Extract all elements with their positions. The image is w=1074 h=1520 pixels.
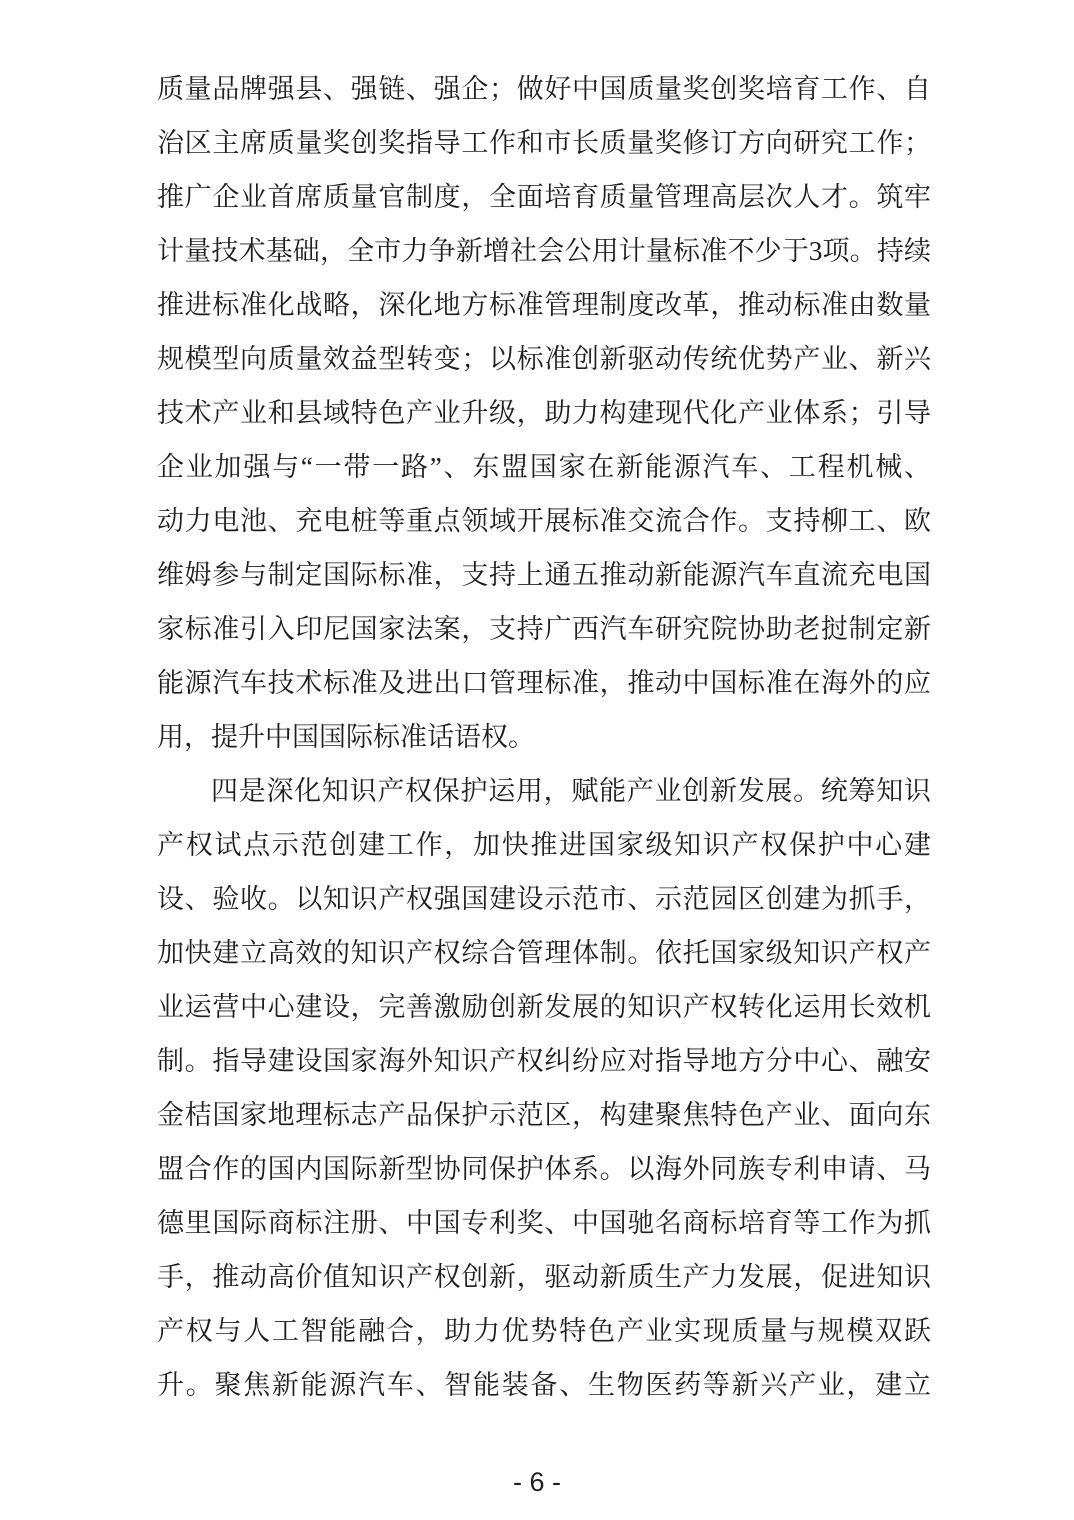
text-line: 制。指导建设国家海外知识产权纠纷应对指导地方分中心、融安 — [157, 1046, 931, 1076]
text-line: 设、验收。以知识产权强国建设示范市、示范园区创建为抓手， — [157, 884, 931, 914]
text-line: 维姆参与制定国际标准，支持上通五推动新能源汽车直流充电国 — [157, 560, 931, 590]
text-line: 产权与人工智能融合，助力优势特色产业实现质量与规模双跃 — [157, 1316, 931, 1346]
text-line: 盟合作的国内国际新型协同保护体系。以海外同族专利申请、马 — [157, 1154, 931, 1184]
text-line-paragraph-start: 四是深化知识产权保护运用，赋能产业创新发展。统筹知识 — [211, 776, 931, 806]
text-line: 企业加强与“一带一路”、东盟国家在新能源汽车、工程机械、 — [157, 452, 931, 482]
text-line: 家标准引入印尼国家法案，支持广西汽车研究院协助老挝制定新 — [157, 614, 931, 644]
text-line: 业运营中心建设，完善激励创新发展的知识产权转化运用长效机 — [157, 992, 931, 1022]
text-line-paragraph-end: 用，提升中国国际标准话语权。 — [157, 722, 535, 752]
text-line: 升。聚焦新能源汽车、智能装备、生物医药等新兴产业，建立 — [157, 1370, 931, 1400]
text-line: 手，推动高价值知识产权创新，驱动新质生产力发展，促进知识 — [157, 1262, 931, 1292]
text-line: 德里国际商标注册、中国专利奖、中国驰名商标培育等工作为抓 — [157, 1208, 931, 1238]
document-body — [157, 62, 931, 1412]
text-line: 动力电池、充电桩等重点领域开展标准交流合作。支持柳工、欧 — [157, 506, 931, 536]
page-number: - 6 - — [512, 1467, 561, 1497]
text-line: 治区主席质量奖创奖指导工作和市长质量奖修订方向研究工作； — [157, 128, 931, 158]
text-line: 加快建立高效的知识产权综合管理体制。依托国家级知识产权产 — [157, 938, 931, 968]
text-line: 技术产业和县域特色产业升级，助力构建现代化产业体系；引导 — [157, 398, 931, 428]
text-line: 推广企业首席质量官制度，全面培育质量管理高层次人才。筑牢 — [157, 182, 931, 212]
text-line: 推进标准化战略，深化地方标准管理制度改革，推动标准由数量 — [157, 290, 931, 320]
text-line: 产权试点示范创建工作，加快推进国家级知识产权保护中心建 — [157, 830, 931, 860]
text-line: 质量品牌强县、强链、强企；做好中国质量奖创奖培育工作、自 — [157, 74, 931, 104]
text-line: 计量技术基础，全市力争新增社会公用计量标准不少于3项。持续 — [157, 236, 931, 266]
text-line: 规模型向质量效益型转变；以标准创新驱动传统优势产业、新兴 — [157, 344, 931, 374]
text-line: 金桔国家地理标志产品保护示范区，构建聚焦特色产业、面向东 — [157, 1100, 931, 1130]
text-line: 能源汽车技术标准及进出口管理标准，推动中国标准在海外的应 — [157, 668, 931, 698]
